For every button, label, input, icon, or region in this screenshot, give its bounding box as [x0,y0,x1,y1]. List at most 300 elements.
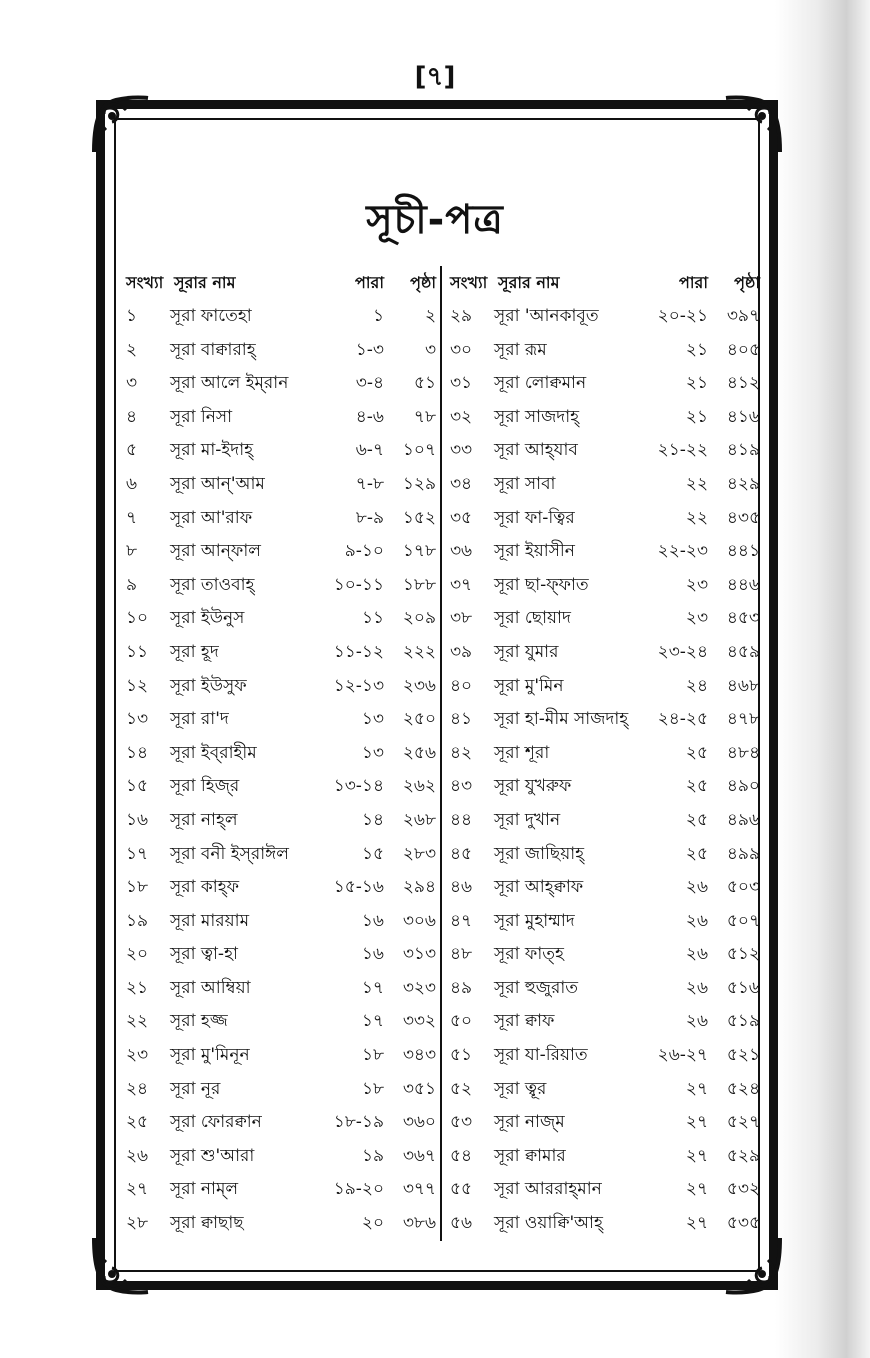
para-range: ২৫ [685,843,708,864]
page-title: সূচী-পত্র [366,197,504,243]
para-range: ২৫ [685,809,708,830]
para-range: ১১ [361,608,384,629]
corner-ornament-icon [86,90,156,160]
page-number-cell: ৪১৯ [726,440,760,461]
table-row [446,804,762,838]
table-row [446,1106,762,1140]
page-number-cell: ৩৮৬ [402,1213,436,1234]
header-number: সংখ্যা [126,273,164,292]
page-number-cell: ৫৩২ [726,1179,760,1200]
table-row [446,838,762,872]
para-range: ১৮ [361,1078,384,1099]
surah-number: ১১ [126,641,149,662]
surah-number: ৩৮ [450,608,473,629]
surah-name: সূরা নূর [170,1078,221,1099]
surah-number: ৭ [126,507,138,528]
surah-number: ৩৬ [450,541,473,562]
surah-name: সূরা আলে ইম্‌রান [170,373,289,394]
page-number-cell: ৪৯৯ [726,843,760,864]
table-row [122,636,438,670]
surah-name: সূরা ছা-ফ্‌ফাত [494,574,589,595]
surah-number: ২৭ [126,1179,149,1200]
para-range: ১৫-১৬ [333,877,384,898]
surah-number: ১৮ [126,877,149,898]
toc-rows-left [122,300,438,1241]
para-range: ২৭ [685,1179,708,1200]
surah-name: সূরা বাক্বারাহ্ [170,339,256,360]
surah-number: ৫৩ [450,1112,473,1133]
table-row [122,1140,438,1174]
surah-number: ৪০ [450,675,473,696]
para-range: ৬-৭ [355,440,384,461]
surah-number: ৫১ [450,1045,473,1066]
table-row [446,905,762,939]
surah-name: সূরা আম্বিয়া [170,977,251,998]
header-para: পারা [355,273,384,292]
para-range: ২৫ [685,776,708,797]
para-range: ২৩ [685,608,708,629]
surah-name: সূরা রা'দ [170,709,229,730]
page-number-cell: ৪২৯ [726,473,760,494]
table-row [446,468,762,502]
surah-name: সূরা যুমার [494,641,559,662]
surah-name: সূরা ফোরক্বান [170,1112,262,1133]
table-row [122,972,438,1006]
page-number-cell: ২৮৩ [402,843,436,864]
page-number-cell: ৪৬৮ [726,675,760,696]
para-range: ২১ [685,373,708,394]
surah-name: সূরা তাওবাহ্ [170,574,255,595]
para-range: ২৬-২৭ [657,1045,708,1066]
table-row [122,1005,438,1039]
page-number-cell: ৩৩২ [402,1011,436,1032]
table-row [122,502,438,536]
table-row [122,871,438,905]
surah-name: সূরা সাজদাহ্ [494,406,580,427]
para-range: ২৬ [685,910,708,931]
page-number-cell: ২৬২ [402,776,436,797]
page-number-cell: ২৫৬ [402,742,436,763]
header-number: সংখ্যা [450,273,488,292]
page-number-cell: ৪৩৫ [726,507,760,528]
para-range: ২৪ [685,675,708,696]
table-row [122,367,438,401]
para-range: ২১ [685,406,708,427]
toc-header-row [446,266,762,300]
page-number-cell: ৪৫৩ [726,608,760,629]
table-row [122,804,438,838]
page-number-cell: ৩৬০ [402,1112,436,1133]
page-number-cell: ২৯৪ [402,877,436,898]
table-row [122,1207,438,1241]
para-range: ১৫ [361,843,384,864]
para-range: ১৩ [361,742,384,763]
surah-number: ৩ [126,373,138,394]
table-row [122,670,438,704]
para-range: ২২ [685,507,708,528]
surah-number: ১৯ [126,910,149,931]
para-range: ১২-১৩ [333,675,384,696]
para-range: ১৩-১৪ [333,776,384,797]
surah-number: ২০ [126,944,149,965]
para-range: ২০-২১ [657,306,708,326]
page-number-cell: ১২৯ [402,473,436,494]
page-number-cell: ৩ [424,339,436,360]
table-row [446,938,762,972]
surah-number: ২১ [126,977,149,998]
surah-name: সূরা নাজ্‌ম [494,1112,565,1133]
surah-number: ১৩ [126,709,149,730]
surah-name: সূরা 'আনকাবূত [494,306,599,326]
table-row [446,871,762,905]
surah-number: ৪৪ [450,809,473,830]
surah-name: সূরা ইউনুস [170,608,245,629]
table-row [446,770,762,804]
surah-number: ৩১ [450,373,473,394]
surah-name: সূরা ত্বা-হা [170,944,238,965]
surah-name: সূরা হুজুরাত [494,977,579,998]
page-number-cell: ৪০৫ [726,339,760,360]
surah-number: ৩৫ [450,507,473,528]
surah-name: সূরা আহ্‌ক্বাফ [494,877,584,898]
table-row [122,569,438,603]
para-range: ২৭ [685,1213,708,1234]
surah-name: সূরা জাছিয়াহ্ [494,843,585,864]
para-range: ১৮-১৯ [333,1112,384,1133]
table-row [122,770,438,804]
page-number-cell: ২৬৮ [402,809,436,830]
surah-number: ৪৩ [450,776,473,797]
page-number-cell: ১৫২ [402,507,436,528]
table-row [122,401,438,435]
surah-name: সূরা আ'রাফ [170,507,253,528]
surah-name: সূরা বনী ইস্‌রাঈল [170,843,289,864]
surah-number: ৩৭ [450,574,473,595]
page-number-cell: ৭৮ [413,406,436,427]
surah-number: ৩৩ [450,440,473,461]
para-range: ২৭ [685,1145,708,1166]
page-number-cell: ২০৯ [402,608,436,629]
surah-name: সূরা মু'মিন [494,675,564,696]
toc-column-right [446,266,762,1241]
table-row [122,838,438,872]
surah-number: ১২ [126,675,149,696]
page-number-cell: ৫১ [413,373,436,394]
table-row [122,300,438,334]
surah-number: ৬ [126,473,138,494]
surah-name: সূরা মুহাম্মাদ [494,910,575,931]
surah-number: ৩২ [450,406,473,427]
surah-number: ১৪ [126,742,149,763]
surah-name: সূরা যুখরুফ [494,776,572,797]
surah-name: সূরা নাহ্‌ল [170,809,238,830]
para-range: ১৭ [361,1011,384,1032]
column-divider [440,266,442,1241]
para-range: ১৬ [361,910,384,931]
table-row [446,1039,762,1073]
page-number-cell: ৫২৭ [726,1112,760,1133]
surah-name: সূরা শূরা [494,742,550,763]
surah-number: ৪৬ [450,877,473,898]
table-row [446,1140,762,1174]
page-number-cell: ৪৫৯ [726,641,760,662]
surah-name: সূরা হা-মীম সাজদাহ্ [494,709,629,730]
para-range: ৩-৪ [355,373,384,394]
surah-number: ২৫ [126,1112,149,1133]
para-range: ৪-৬ [355,406,384,427]
table-row [446,636,762,670]
surah-name: সূরা ক্বামার [494,1145,566,1166]
para-range: ২৬ [685,1011,708,1032]
surah-number: ৫২ [450,1078,473,1099]
para-range: ২৩ [685,574,708,595]
surah-number: ৪৯ [450,977,473,998]
surah-number: ৪ [126,406,138,427]
para-range: ১৪ [361,809,384,830]
header-page: পৃষ্ঠা [410,273,436,292]
surah-number: ১৬ [126,809,149,830]
table-row [446,401,762,435]
header-name: সূরার নাম [498,273,560,292]
surah-number: ২৬ [126,1145,149,1166]
para-range: ১৭ [361,977,384,998]
page-number-cell: ৪৭৮ [726,709,760,730]
surah-name: সূরা ক্বাফ [494,1011,555,1032]
table-row [122,434,438,468]
table-row [446,670,762,704]
surah-name: সূরা ফা-ত্বির [494,507,575,528]
table-row [122,1073,438,1107]
surah-name: সূরা নাম্‌ল [170,1179,239,1200]
page-number-cell: ৪১৬ [726,406,760,427]
page-number-cell: ২৫০ [402,709,436,730]
surah-number: ২৪ [126,1078,149,1099]
para-range: ১১-১২ [333,641,384,662]
table-row [122,602,438,636]
page-number-cell: ৩২৩ [402,977,436,998]
para-range: ১৯-২০ [333,1179,384,1200]
para-range: ৮-৯ [355,507,384,528]
para-range: ১৬ [361,944,384,965]
surah-number: ৫৪ [450,1145,473,1166]
surah-name: সূরা ফাত্‌হ [494,944,564,965]
surah-number: ২৩ [126,1045,149,1066]
surah-name: সূরা ত্বূর [494,1078,547,1099]
para-range: ১ [372,306,384,326]
toc-column-left [122,266,438,1241]
para-range: ১৯ [361,1145,384,1166]
surah-number: ৫৫ [450,1179,473,1200]
page-number-cell: ২২২ [402,641,436,662]
table-row [446,737,762,771]
table-row [446,434,762,468]
surah-name: সূরা নিসা [170,406,233,427]
table-row [122,468,438,502]
surah-number: ৯ [126,574,138,595]
surah-name: সূরা ফাতেহা [170,306,252,326]
surah-number: ১ [126,306,138,326]
para-range: ১০-১১ [333,574,384,595]
para-range: ২৬ [685,944,708,965]
surah-name: সূরা আন্‌ফাল [170,541,261,562]
table-row [446,502,762,536]
table-row [122,737,438,771]
table-row [122,1039,438,1073]
corner-ornament-icon [718,90,788,160]
para-range: ২২ [685,473,708,494]
surah-number: ১৭ [126,843,149,864]
page-number-cell: ২ [424,306,436,326]
para-range: ১-৩ [355,339,384,360]
table-row [122,938,438,972]
page-number-cell: ৩৯৭ [726,306,760,326]
page-number-cell: ৫২৯ [726,1145,760,1166]
para-range: ২০ [361,1213,384,1234]
surah-name: সূরা হূদ [170,641,219,662]
surah-name: সূরা ওয়াক্বি'আহ্ [494,1213,603,1234]
surah-number: ৫৬ [450,1213,473,1234]
table-row [446,1173,762,1207]
table-row [446,703,762,737]
header-name: সূরার নাম [174,273,236,292]
table-row [122,334,438,368]
surah-name: সূরা আন্'আম [170,473,265,494]
page-number-cell: ৪৮৪ [726,742,760,763]
surah-number: ২৮ [126,1213,149,1234]
surah-name: সূরা মা-ইদাহ্ [170,440,254,461]
surah-name: সূরা দুখান [494,809,561,830]
table-row [446,972,762,1006]
header-page: পৃষ্ঠা [734,273,760,292]
page-number-cell: ৩৬৭ [402,1145,436,1166]
table-row [446,535,762,569]
surah-name: সূরা রূম [494,339,547,360]
para-range: ২১-২২ [657,440,708,461]
surah-name: সূরা কাহ্‌ফ [170,877,240,898]
toc-header-row [122,266,438,300]
page-number-cell: ৫১৬ [726,977,760,998]
surah-name: সূরা ইব্‌রাহীম [170,742,257,763]
table-row [122,1106,438,1140]
page-number-cell: ৩০৬ [402,910,436,931]
surah-name: সূরা ইয়াসীন [494,541,575,562]
page-number-cell: ৫১২ [726,944,760,965]
para-range: ২৪-২৫ [657,709,708,730]
table-row [446,300,762,334]
page-number-cell: ৫২১ [726,1045,760,1066]
surah-name: সূরা হিজ্‌র [170,776,240,797]
header-para: পারা [679,273,708,292]
page-number-cell: ৫০৩ [726,877,760,898]
page-number-cell: ৪১২ [726,373,760,394]
surah-name: সূরা ইউসুফ [170,675,247,696]
page-number-cell: ৪৪৬ [726,574,760,595]
surah-number: ১৫ [126,776,149,797]
surah-name: সূরা হজ্জ [170,1011,228,1032]
surah-name: সূরা যা-রিয়াত [494,1045,588,1066]
page-number-cell: ৩৭৭ [402,1179,436,1200]
surah-number: ৪৫ [450,843,473,864]
table-row [446,1207,762,1241]
surah-name: সূরা ক্বাছাছ [170,1213,244,1234]
table-of-contents [122,266,760,1241]
table-row [446,569,762,603]
surah-number: ৪২ [450,742,473,763]
table-row [122,703,438,737]
toc-rows-right [446,300,762,1241]
para-range: ২৬ [685,877,708,898]
page-number-cell: ৪৯৬ [726,809,760,830]
para-range: ২৬ [685,977,708,998]
para-range: ২১ [685,339,708,360]
surah-number: ৪৭ [450,910,473,931]
surah-number: ৩৯ [450,641,473,662]
table-row [446,1073,762,1107]
para-range: ২৭ [685,1112,708,1133]
surah-name: সূরা মারয়াম [170,910,250,931]
surah-number: ৮ [126,541,138,562]
surah-name: সূরা মু'মিনূন [170,1045,250,1066]
surah-number: ২ [126,339,138,360]
page-number-cell: ১০৭ [402,440,436,461]
surah-number: ২৯ [450,306,473,326]
page-number-cell: ৪৯০ [726,776,760,797]
surah-name: সূরা আররাহ্‌মান [494,1179,602,1200]
page-number: [৭] [414,62,456,92]
para-range: ৭-৮ [355,473,384,494]
surah-number: ২২ [126,1011,149,1032]
surah-number: ৫ [126,440,138,461]
page-number-cell: ৫২৪ [726,1078,760,1099]
surah-name: সূরা সাবা [494,473,556,494]
table-row [122,1173,438,1207]
surah-number: ৫০ [450,1011,473,1032]
para-range: ১৮ [361,1045,384,1066]
surah-number: ৩৪ [450,473,473,494]
surah-number: ৪৮ [450,944,473,965]
page-number-cell: ১৮৮ [402,574,436,595]
para-range: ২৭ [685,1078,708,1099]
surah-number: ১০ [126,608,149,629]
page-number-cell: ৩৫১ [402,1078,436,1099]
para-range: ২৩-২৪ [657,641,708,662]
surah-number: ৪১ [450,709,473,730]
page-number-cell: ৫৩৫ [726,1213,760,1234]
surah-number: ৩০ [450,339,473,360]
page-number-cell: ৫১৯ [726,1011,760,1032]
table-row [122,905,438,939]
surah-name: সূরা ছোয়াদ [494,608,571,629]
page-number-cell: ৩১৩ [402,944,436,965]
table-row [446,602,762,636]
para-range: ১৩ [361,709,384,730]
table-row [446,334,762,368]
page-number-cell: ৫০৭ [726,910,760,931]
surah-name: সূরা লোক্বমান [494,373,587,394]
page-number-cell: ২৩৬ [402,675,436,696]
table-row [446,367,762,401]
table-row [446,1005,762,1039]
surah-name: সূরা শু'আরা [170,1145,255,1166]
para-range: ২২-২৩ [657,541,708,562]
page-number-cell: ১৭৮ [402,541,436,562]
table-row [122,535,438,569]
surah-name: সূরা আহ্‌যাব [494,440,578,461]
page-number-cell: ৪৪১ [726,541,760,562]
page-number-cell: ৩৪৩ [402,1045,436,1066]
para-range: ২৫ [685,742,708,763]
para-range: ৯-১০ [344,541,384,562]
